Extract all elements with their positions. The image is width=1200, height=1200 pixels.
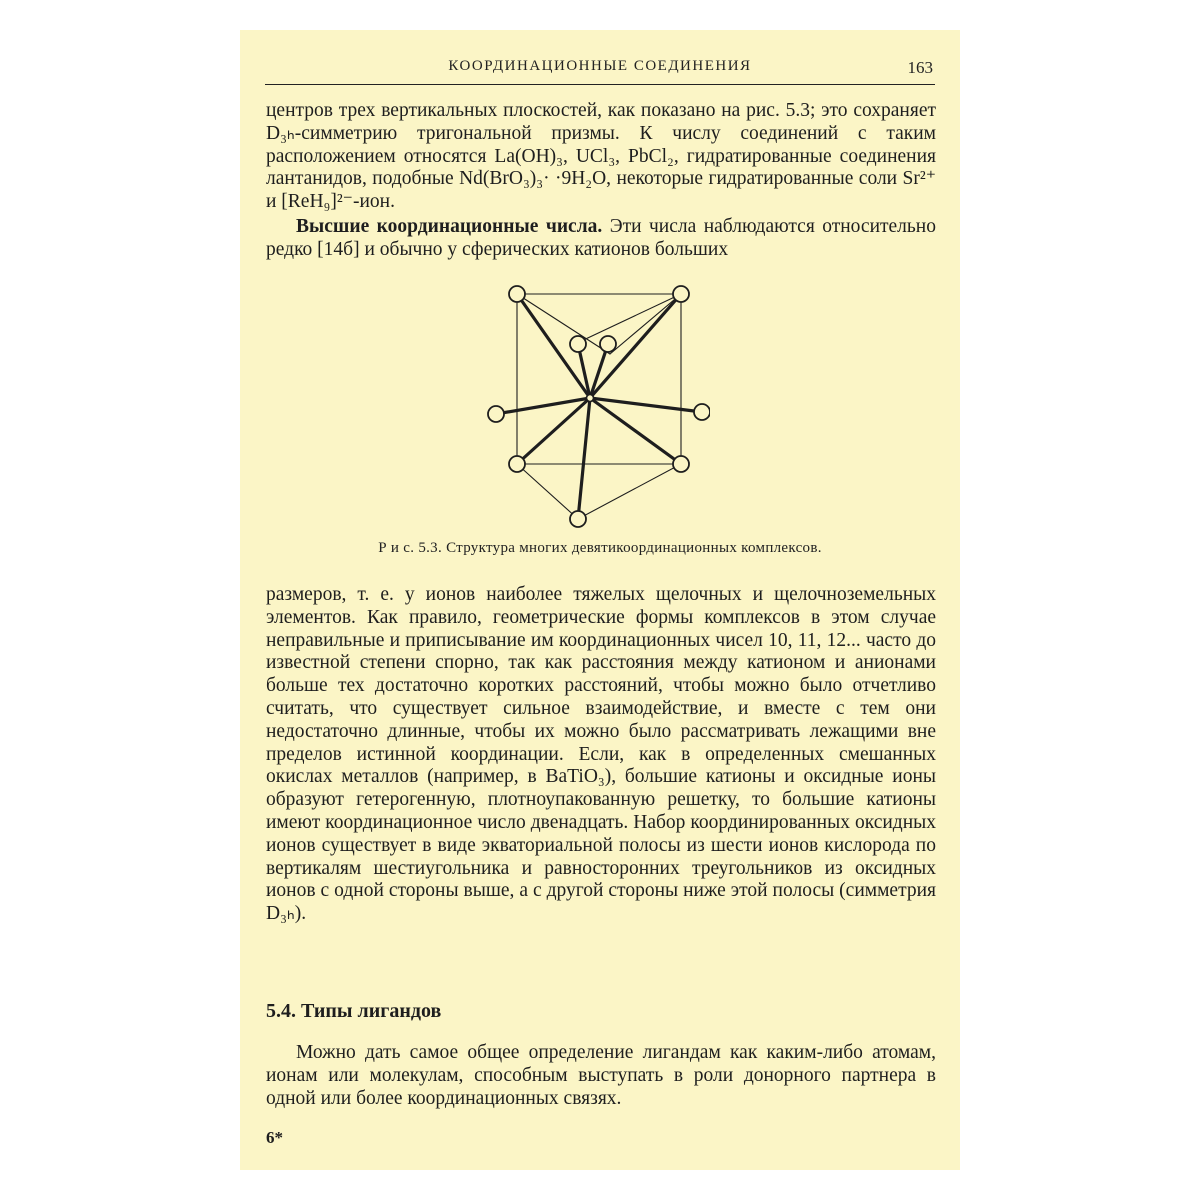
- paragraph-4-block: [266, 1042, 936, 1110]
- central-atom: [587, 395, 594, 402]
- run-in-heading: Высшие координационные числа.: [296, 216, 603, 237]
- book-page: [240, 30, 960, 1170]
- page-number: 163: [907, 58, 933, 77]
- paragraph-1-block: [266, 100, 936, 214]
- paragraph-2-block: [266, 216, 936, 262]
- running-header: [265, 58, 935, 85]
- paragraph-2: [266, 216, 936, 262]
- figure-caption: Р и с. 5.3. Структура многих девятикоординационных комплексов.: [378, 540, 822, 556]
- paragraph-2-text: Эти числа наблюдаются относительно редко [14б] и обычно у сферических катионов больших: [266, 216, 936, 260]
- section-heading: 5.4. Типы лигандов: [266, 1000, 442, 1022]
- tricapped-trigonal-prism-figure: [470, 274, 710, 544]
- paragraph-3: размеров, т. е. у ионов наиболее тяжелых щелочных и щелочноземельных элементов. Как правило, геометрические формы комплексов в этом случае неправильные и приписывание им координационных чисел 10, 11, 12... часто до известной степени спорно, так как расстояния между катионом и анионами больше тех достаточно коротких расстояний, чтобы можно было отчетливо считать, что существует сильное взаимодействие, и вместе с тем они недостаточно длинные, чтобы их можно было рассматривать лежащими вне пределов истинной координации. Если, как в определенных смешанных окислах металлов (например, в BaTiO₃), большие катионы и оксидные ионы образуют гетерогенную, плотноупакованную решетку, то большие катионы имеют координационное число двенадцать. Набор координированных оксидных ионов существует в виде экваториальной полосы из шести ионов кислорода по вертикалям шестиугольника и равносторонних треугольников из оксидных ионов с одной стороны выше, а с другой стороны ниже этой полосы (симметрия D₃ₕ).: [266, 584, 936, 925]
- running-header-title: КООРДИНАЦИОННЫЕ СОЕДИНЕНИЯ: [448, 58, 752, 74]
- central-bonds: [496, 294, 702, 519]
- signature-mark: 6*: [266, 1128, 283, 1147]
- paragraph-4: Можно дать самое общее определение лигандам как каким-либо атомам, ионам или молекулам, способным выступать в роли донорного партнера в одной или более координационных связях.: [266, 1042, 936, 1109]
- paragraph-3-block: [266, 584, 936, 926]
- paragraph-1: центров трех вертикальных плоскостей, как показано на рис. 5.3; это сохраняет D₃ₕ-симметрию тригональной призмы. К числу соединений с таким расположением относятся La(OH)₃, UCl₃, PbCl₂, гидратированные соединения лантанидов, подобные Nd(BrO₃)₃· ·9H₂O, некоторые гидратированные соли Sr²⁺ и [ReH₉]²⁻-ион.: [266, 100, 936, 213]
